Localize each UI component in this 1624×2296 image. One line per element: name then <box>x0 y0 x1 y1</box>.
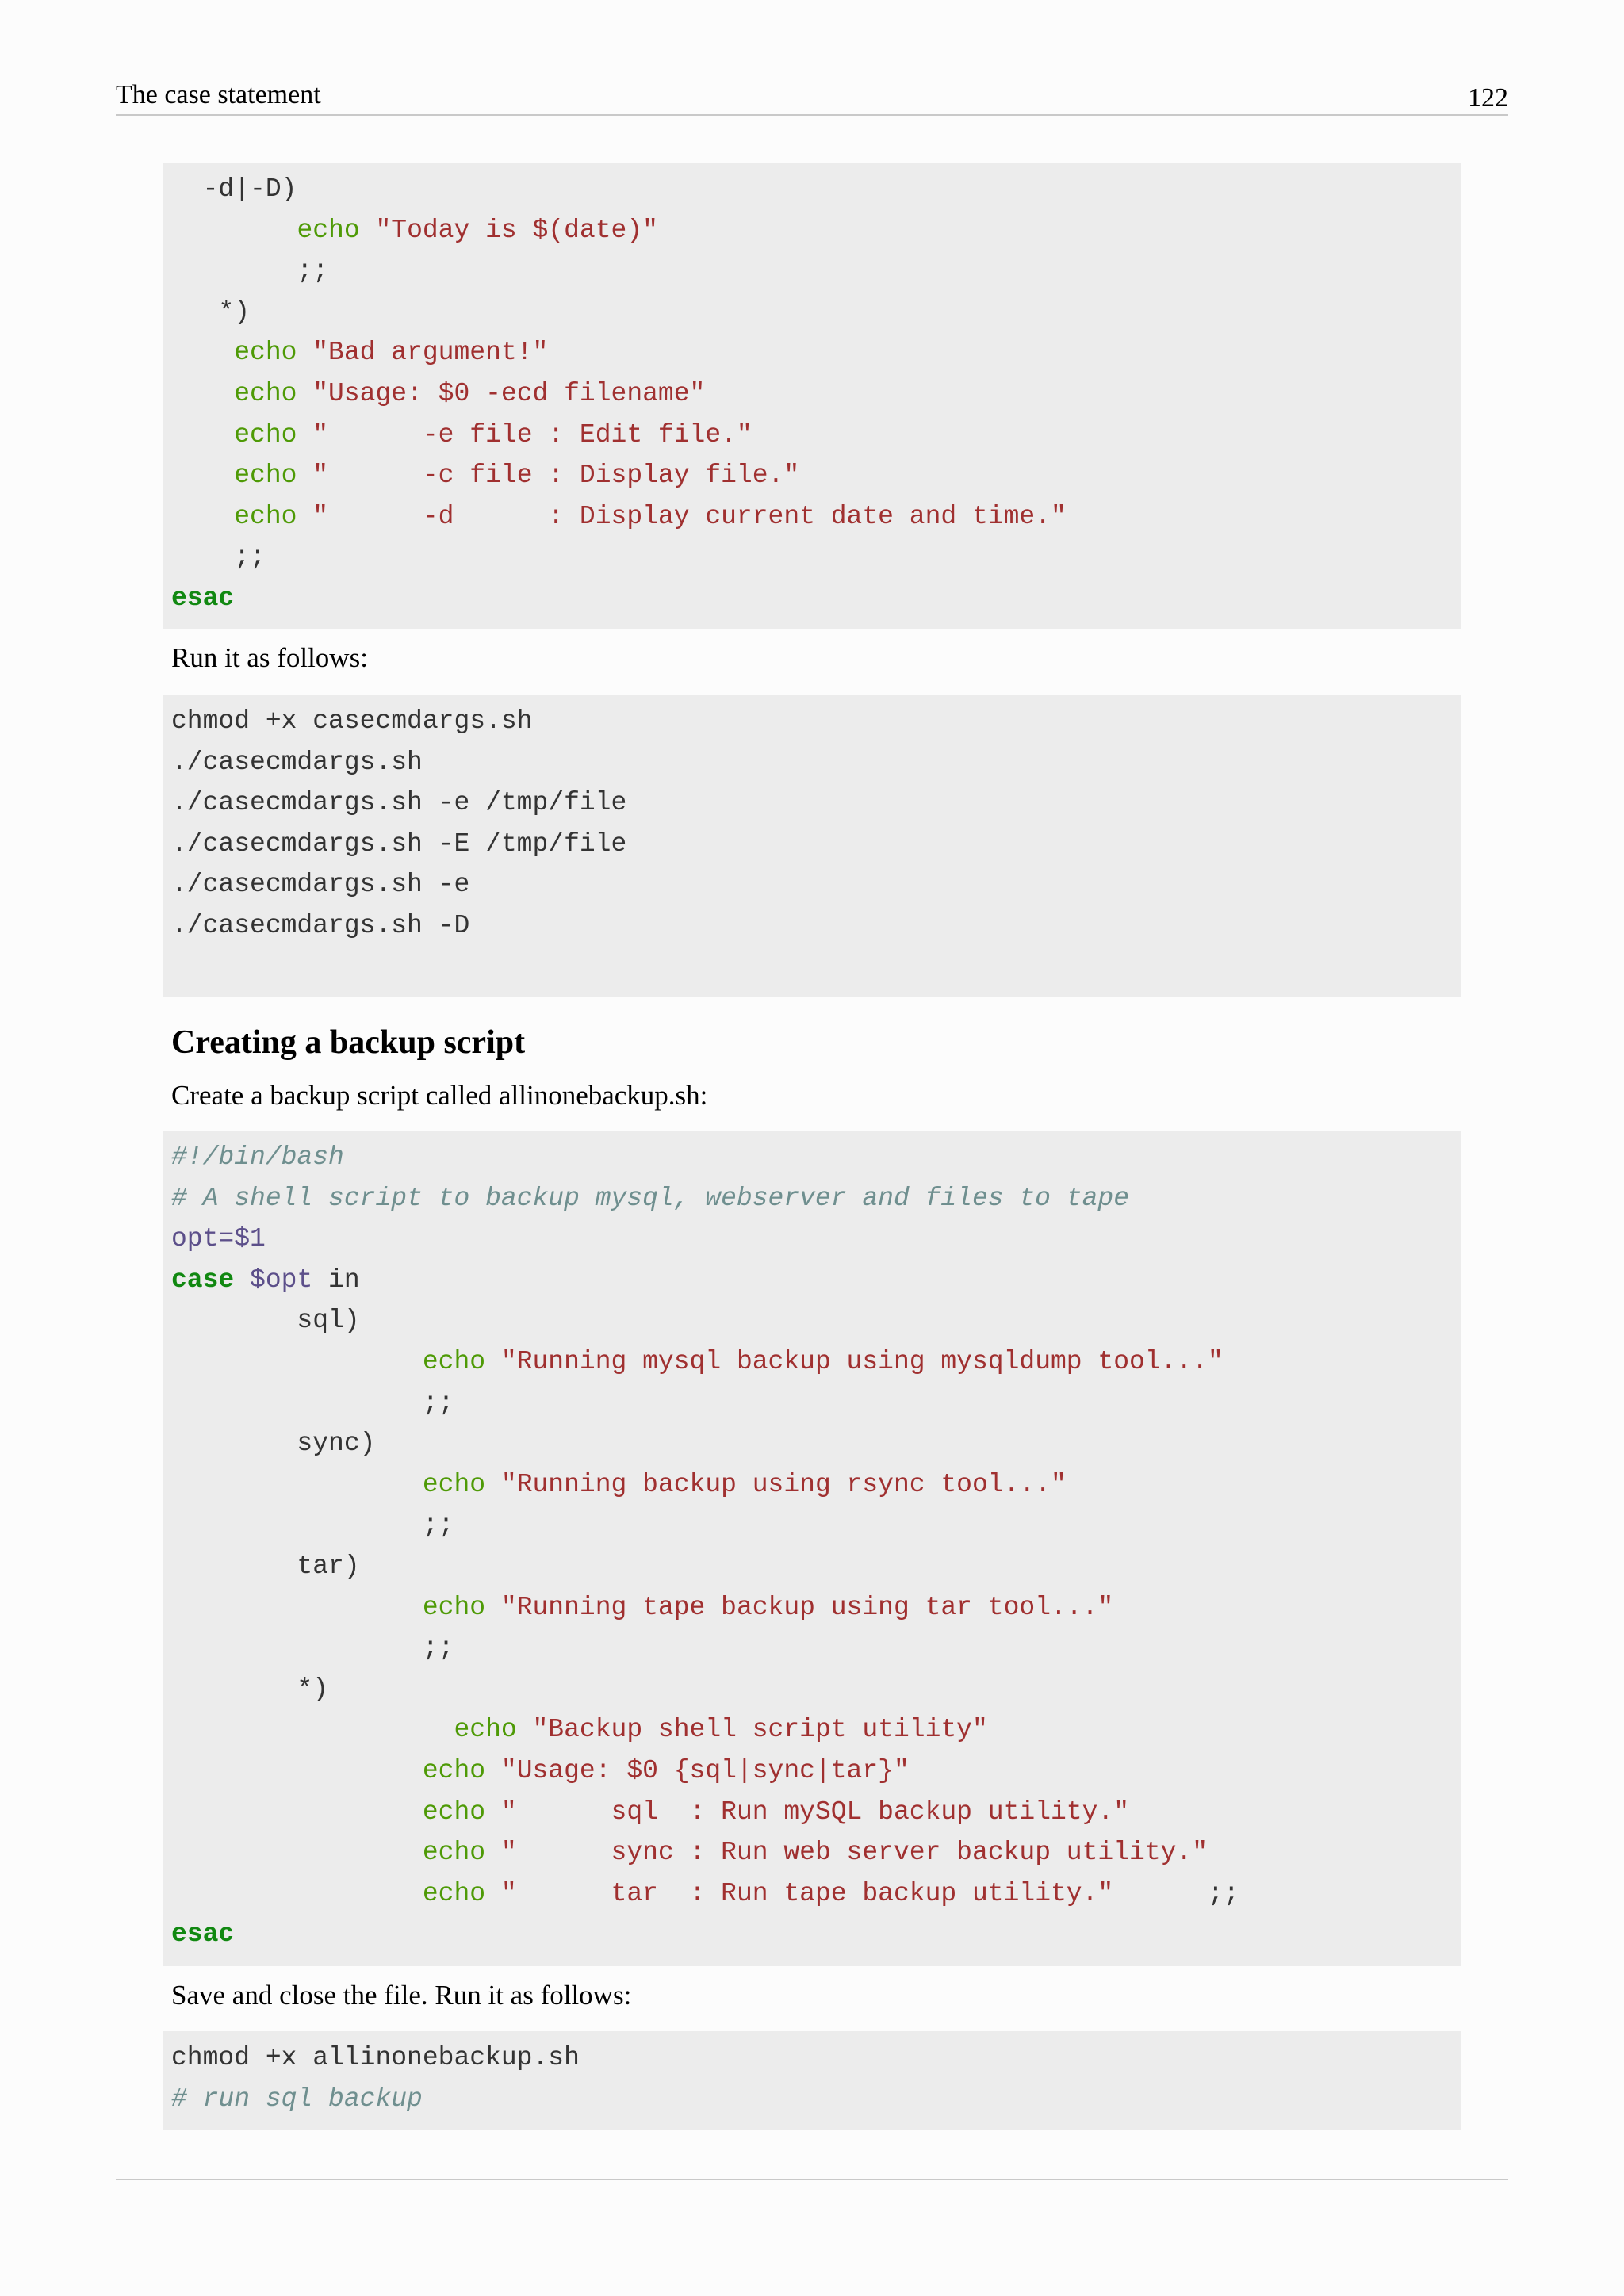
code-line <box>171 701 1461 742</box>
code-block-run-allinonebackup <box>163 2031 1461 2130</box>
code-token: -d|-D) <box>171 174 297 204</box>
code-token <box>171 216 297 245</box>
code-token <box>485 1797 501 1827</box>
code-token <box>171 420 234 450</box>
code-block-case-args <box>163 163 1461 629</box>
code-line <box>171 1751 1461 1792</box>
code-token: echo <box>234 501 297 531</box>
code-line <box>171 783 1461 824</box>
code-token: esac <box>171 1919 235 1950</box>
code-token: $opt <box>250 1265 313 1295</box>
code-line <box>171 864 1461 905</box>
code-token <box>171 338 234 367</box>
code-block-run-casecmdargs <box>163 695 1461 997</box>
code-token <box>297 338 312 367</box>
code-token: " sync : Run web server backup utility." <box>500 1838 1208 1868</box>
code-line <box>171 415 1461 456</box>
paragraph-save-close: Save and close the file. Run it as follows: <box>171 1980 632 2011</box>
code-line <box>171 455 1461 496</box>
code-token: echo <box>234 378 297 408</box>
code-token: ./casecmdargs.sh -e /tmp/file <box>171 788 627 818</box>
code-token: # run sql backup <box>171 2084 423 2114</box>
code-token: echo <box>422 1755 486 1785</box>
code-token: chmod +x casecmdargs.sh <box>171 706 533 736</box>
code-token <box>171 1347 423 1376</box>
code-line <box>171 1178 1461 1219</box>
code-block-allinonebackup <box>163 1131 1461 1966</box>
code-token: "Running backup using rsync tool..." <box>500 1469 1067 1499</box>
code-line <box>171 1423 1461 1464</box>
code-line <box>171 742 1461 783</box>
code-line <box>171 1219 1461 1260</box>
code-line <box>171 1341 1461 1383</box>
code-token <box>485 1347 501 1376</box>
code-token: sql) <box>171 1306 360 1336</box>
code-token: "Running tape backup using tar tool..." <box>500 1592 1114 1622</box>
code-token: " -c file : Display file." <box>312 461 800 491</box>
code-line <box>171 1546 1461 1587</box>
code-line <box>171 251 1461 292</box>
code-token: case <box>171 1265 235 1295</box>
code-token: " sql : Run mySQL backup utility." <box>500 1797 1130 1827</box>
code-token: *) <box>171 297 251 327</box>
code-token: echo <box>422 1797 486 1827</box>
code-token <box>171 1593 423 1622</box>
code-token: ;; <box>171 542 266 572</box>
code-token: in <box>312 1265 360 1295</box>
code-line <box>171 1792 1461 1833</box>
code-token <box>297 461 312 490</box>
code-token: ./casecmdargs.sh -D <box>171 910 470 940</box>
code-token <box>297 420 312 450</box>
code-token <box>171 1879 423 1908</box>
code-line <box>171 332 1461 373</box>
code-token: *) <box>171 1674 329 1704</box>
code-token: ./casecmdargs.sh -e <box>171 870 470 900</box>
code-token: " -d : Display current date and time." <box>312 501 1067 531</box>
code-token: ./casecmdargs.sh <box>171 747 423 777</box>
code-token: echo <box>422 1592 486 1622</box>
code-token <box>171 1797 423 1827</box>
code-token <box>171 461 234 490</box>
code-token: " tar : Run tape backup utility." <box>500 1878 1114 1908</box>
code-token: ;; <box>171 256 329 286</box>
code-token: sync) <box>171 1429 376 1459</box>
page-header-title: The case statement <box>116 80 321 109</box>
code-token <box>360 216 376 245</box>
page-number: 122 <box>1468 83 1508 113</box>
code-token <box>485 1756 501 1785</box>
code-token: "Bad argument!" <box>312 338 549 368</box>
code-token <box>485 1879 501 1908</box>
code-token: ;; <box>171 1633 454 1663</box>
code-token <box>297 379 312 408</box>
code-token <box>234 1265 250 1295</box>
code-token <box>171 1715 454 1744</box>
code-line <box>171 1383 1461 1424</box>
code-line <box>171 905 1461 947</box>
code-token <box>485 1593 501 1622</box>
code-token: echo <box>454 1715 517 1745</box>
code-token: esac <box>171 583 235 613</box>
footer-rule <box>116 2179 1508 2180</box>
code-token: echo <box>422 1469 486 1499</box>
code-line <box>171 1464 1461 1506</box>
code-token: echo <box>422 1346 486 1376</box>
section-heading-backup-script: Creating a backup script <box>171 1024 526 1061</box>
code-token <box>171 379 234 408</box>
code-line <box>171 210 1461 251</box>
code-line <box>171 373 1461 415</box>
paragraph-create-backup: Create a backup script called allinonebackup.sh: <box>171 1080 708 1111</box>
code-token: ;; <box>171 1387 454 1418</box>
code-line <box>171 292 1461 333</box>
code-line <box>171 1260 1461 1301</box>
code-token <box>485 1470 501 1499</box>
code-token <box>517 1715 533 1744</box>
code-token: "Usage: $0 -ecd filename" <box>312 378 706 408</box>
code-token: "Usage: $0 {sql|sync|tar}" <box>500 1755 910 1785</box>
code-line <box>171 1669 1461 1710</box>
code-token: echo <box>422 1878 486 1908</box>
code-token: "Today is $(date)" <box>375 215 658 245</box>
code-token <box>297 502 312 531</box>
code-token <box>171 1470 423 1499</box>
code-token: echo <box>234 461 297 491</box>
code-token: " -e file : Edit file." <box>312 419 753 450</box>
code-line <box>171 1505 1461 1546</box>
code-line <box>171 1709 1461 1751</box>
paragraph-run-it: Run it as follows: <box>171 642 368 673</box>
code-line <box>171 1628 1461 1669</box>
code-line <box>171 2038 1461 2079</box>
code-line <box>171 578 1461 619</box>
code-line <box>171 2079 1461 2120</box>
code-line <box>171 1914 1461 1955</box>
code-token: # A shell script to backup mysql, webserver and files to tape <box>171 1183 1129 1213</box>
code-token <box>171 1838 423 1867</box>
code-token <box>171 1756 423 1785</box>
code-line <box>171 537 1461 578</box>
code-token <box>171 502 234 531</box>
code-token: ;; <box>171 1510 454 1540</box>
code-token: tar) <box>171 1551 360 1581</box>
code-token: opt=$1 <box>171 1224 266 1254</box>
code-token: #!/bin/bash <box>171 1142 344 1172</box>
code-token: echo <box>234 338 297 368</box>
code-token: echo <box>297 215 360 245</box>
code-line <box>171 824 1461 865</box>
code-token: echo <box>234 419 297 450</box>
code-line <box>171 1873 1461 1915</box>
code-token: "Running mysql backup using mysqldump tool..." <box>500 1346 1224 1376</box>
code-token: echo <box>422 1838 486 1868</box>
code-line <box>171 169 1461 210</box>
code-token: ./casecmdargs.sh -E /tmp/file <box>171 828 627 859</box>
code-line <box>171 1137 1461 1178</box>
code-line <box>171 1587 1461 1628</box>
code-token: chmod +x allinonebackup.sh <box>171 2043 580 2072</box>
code-line <box>171 1300 1461 1341</box>
code-line <box>171 1832 1461 1873</box>
code-token: ;; <box>1113 1878 1239 1908</box>
code-token <box>485 1838 501 1867</box>
header-rule <box>116 114 1508 116</box>
code-line <box>171 496 1461 538</box>
code-token: "Backup shell script utility" <box>532 1715 988 1745</box>
